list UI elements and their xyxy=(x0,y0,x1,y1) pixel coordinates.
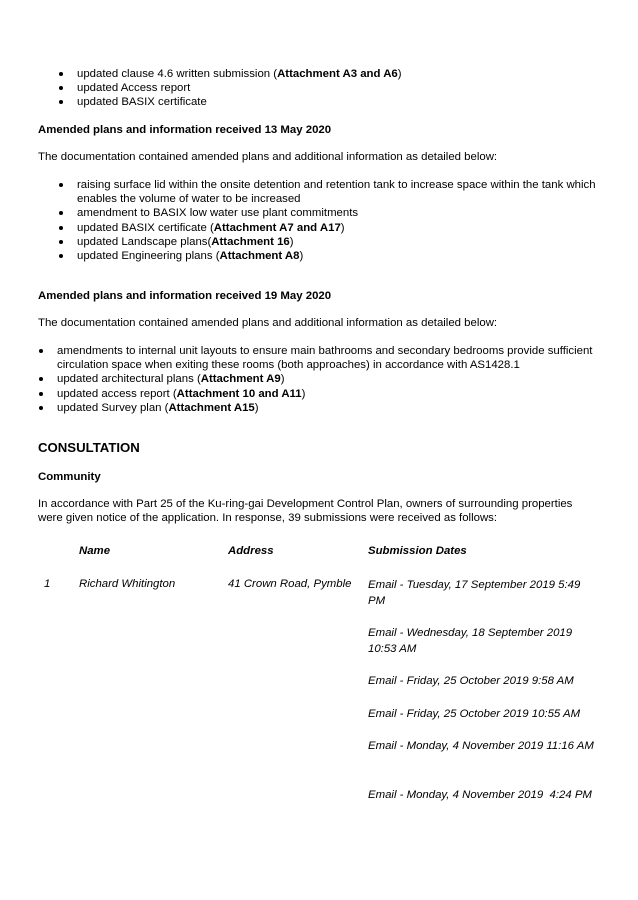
list-item xyxy=(38,401,603,415)
bullet-icon xyxy=(59,72,63,76)
bullet-icon xyxy=(59,211,63,215)
submission-date: Email - Tuesday, 17 September 2019 5:49 PM xyxy=(368,579,581,607)
bullet-icon xyxy=(59,100,63,104)
list-item xyxy=(38,235,603,249)
item-text-after: ) xyxy=(289,235,294,248)
section-intro-13-may: The documentation contained amended plans and additional information as detailed below: xyxy=(38,151,498,163)
list-item xyxy=(38,81,603,95)
submitter-name: Richard Whitington xyxy=(79,578,176,590)
item-text-after: ) xyxy=(254,401,259,414)
bullet-list-13-may xyxy=(38,178,603,263)
header-submission-dates: Submission Dates xyxy=(368,545,467,557)
list-item xyxy=(38,372,603,386)
bullet-icon xyxy=(59,86,63,90)
item-text: updated architectural plans ( xyxy=(57,373,201,386)
bullet-icon xyxy=(39,349,43,353)
bullet-icon xyxy=(39,377,43,381)
header-address: Address xyxy=(228,545,274,557)
item-text-after: ) xyxy=(301,387,306,400)
attachment-ref: Attachment 10 and A11 xyxy=(176,387,302,400)
bullet-icon xyxy=(39,406,43,410)
row-number: 1 xyxy=(44,578,51,590)
attachment-ref: Attachment A9 xyxy=(200,373,281,386)
attachment-ref: Attachment A8 xyxy=(219,250,300,263)
bullet-list-19-may xyxy=(38,344,603,415)
bullet-icon xyxy=(59,183,63,187)
list-item xyxy=(38,178,603,206)
submission-date: Email - Wednesday, 18 September 2019 10:53 AM xyxy=(368,627,573,655)
bullet-icon xyxy=(59,240,63,244)
item-text: raising surface lid within the onsite detention and retention tank to increase space within the tank which enables the volume of water to be increased xyxy=(77,179,596,206)
attachment-ref: Attachment 16 xyxy=(211,235,290,248)
list-item xyxy=(38,249,603,263)
item-text: updated access report ( xyxy=(57,387,177,400)
item-text-after: ) xyxy=(280,373,285,386)
item-text-after: ) xyxy=(340,221,345,234)
submission-date: Email - Monday, 4 November 2019 11:16 AM xyxy=(368,740,594,752)
bullet-icon xyxy=(59,226,63,230)
section-intro-19-may: The documentation contained amended plans and additional information as detailed below: xyxy=(38,317,498,329)
attachment-ref: Attachment A7 and A17 xyxy=(213,221,341,234)
item-text: updated BASIX certificate ( xyxy=(77,221,214,234)
item-text-after: ) xyxy=(299,250,304,263)
item-text: updated clause 4.6 written submission ( xyxy=(77,68,278,80)
section-heading-13-may: Amended plans and information received 13 May 2020 xyxy=(38,124,332,136)
bullet-icon xyxy=(39,392,43,396)
section-heading-19-may: Amended plans and information received 19 May 2020 xyxy=(38,290,332,302)
item-text: amendments to internal unit layouts to ensure main bathrooms and secondary bedrooms provide sufficient circulation space when exiting these rooms (both approaches) in accordance with AS1428.1 xyxy=(57,345,593,372)
consultation-intro: In accordance with Part 25 of the Ku-ring-gai Development Control Plan, owners of surrounding properties were given notice of the application. In response, 39 submissions were received as follows: xyxy=(38,498,573,525)
header-name: Name xyxy=(79,545,111,557)
community-subheading: Community xyxy=(38,471,101,483)
list-item xyxy=(38,344,603,372)
list-item xyxy=(38,67,603,81)
item-text: updated Survey plan ( xyxy=(57,401,169,414)
top-bullet-list xyxy=(38,67,603,110)
item-text: updated Access report xyxy=(77,82,191,95)
list-item xyxy=(38,95,603,109)
bullet-icon xyxy=(59,254,63,258)
item-text: amendment to BASIX low water use plant commitments xyxy=(77,207,359,220)
submitter-address: 41 Crown Road, Pymble xyxy=(228,578,352,590)
item-text: updated Landscape plans( xyxy=(77,235,212,248)
consultation-heading: CONSULTATION xyxy=(38,440,140,455)
attachment-ref: Attachment A15 xyxy=(168,401,255,414)
submission-date: Email - Friday, 25 October 2019 9:58 AM xyxy=(368,675,574,687)
submission-date: Email - Monday, 4 November 2019 4:24 PM xyxy=(368,789,592,801)
list-item xyxy=(38,387,603,401)
submission-date: Email - Friday, 25 October 2019 10:55 AM xyxy=(368,708,581,720)
item-text: updated Engineering plans ( xyxy=(77,250,220,263)
attachment-ref: Attachment A3 and A6 xyxy=(277,68,398,80)
list-item xyxy=(38,221,603,235)
item-text: updated BASIX certificate xyxy=(77,96,207,109)
item-text-after: ) xyxy=(397,68,402,80)
list-item xyxy=(38,206,603,220)
